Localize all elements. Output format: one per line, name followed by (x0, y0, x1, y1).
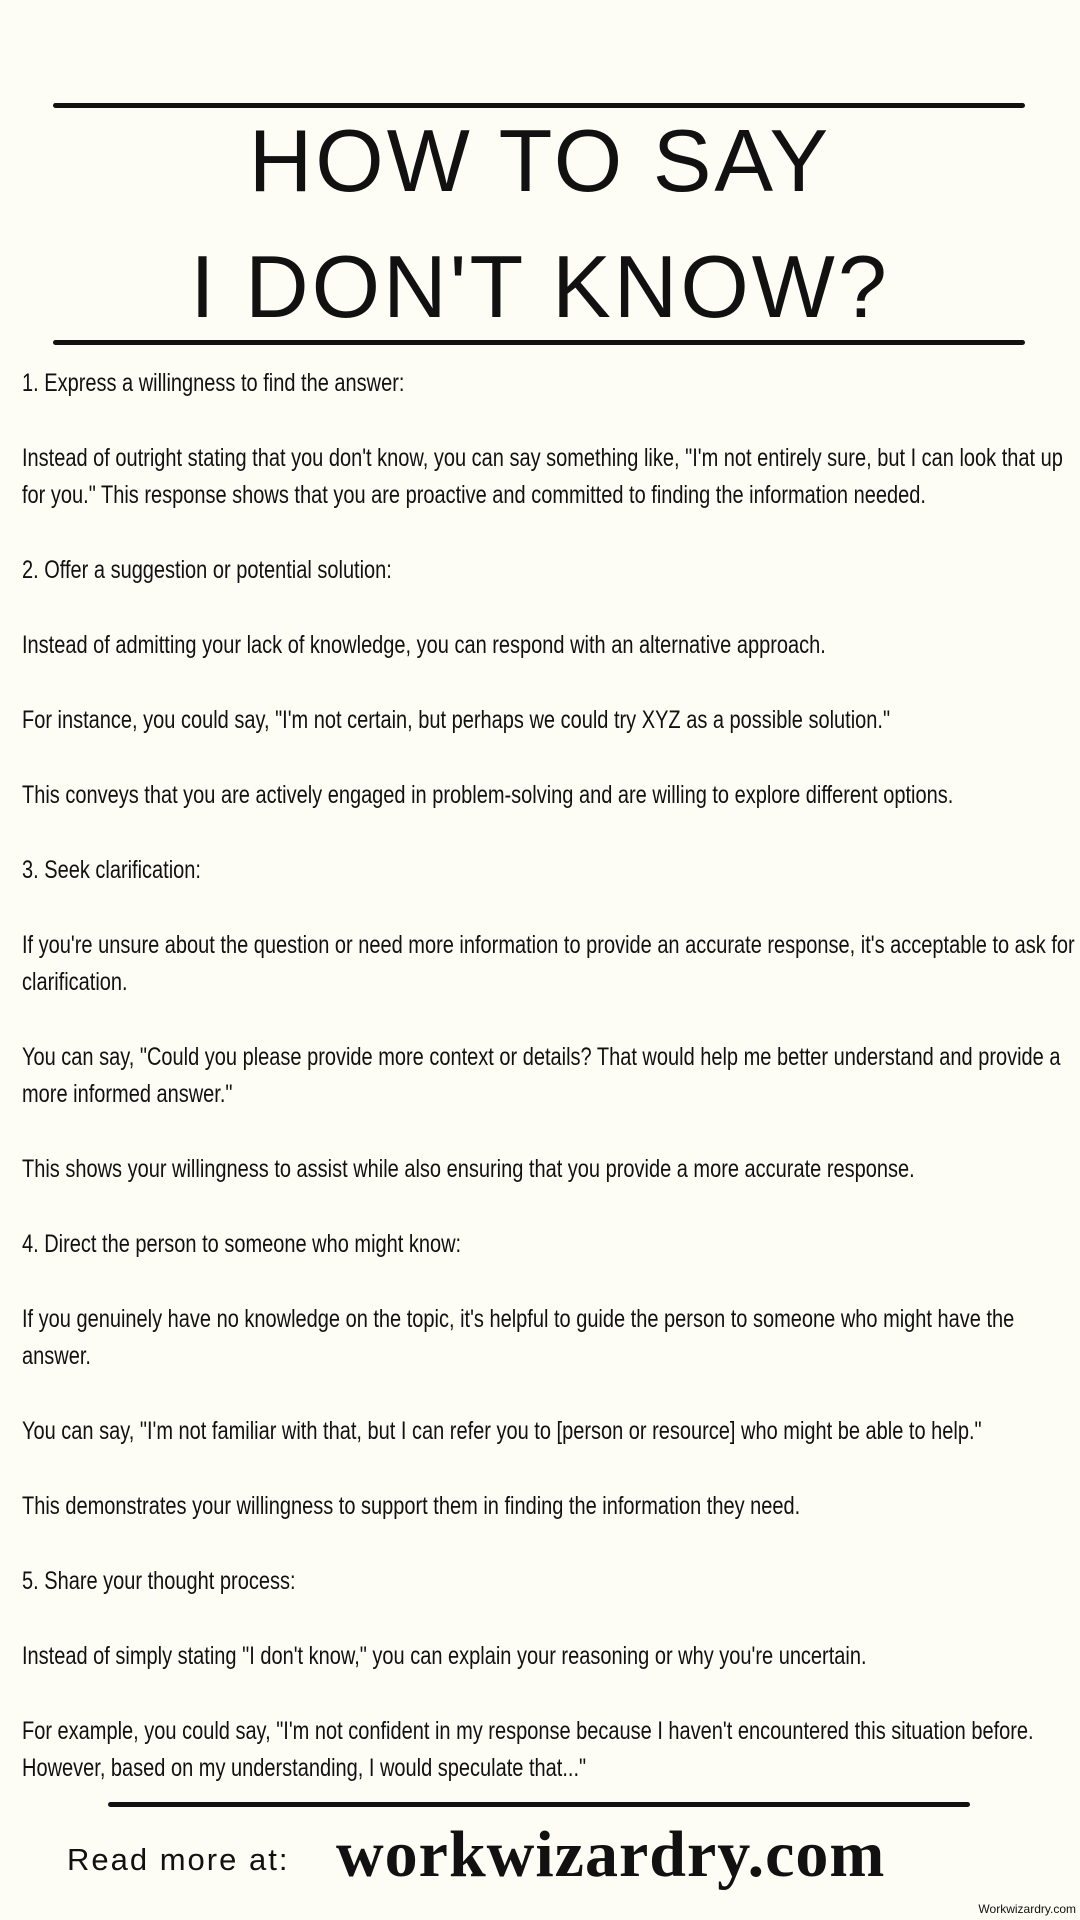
article-body (22, 365, 1080, 1825)
paragraph: This shows your willingness to assist while also ensuring that you provide a more accurate response. (22, 1155, 915, 1183)
paragraph: If you genuinely have no knowledge on the topic, it's helpful to guide the person to someone who might have the answer. (22, 1305, 1015, 1370)
footer-divider (108, 1802, 970, 1807)
heading-3: 3. Seek clarification: (22, 856, 201, 884)
top-divider (53, 103, 1025, 108)
paragraph: For example, you could say, "I'm not confident in my response because I haven't encountered this situation before. However, based on my understanding, I would speculate that..." (22, 1717, 1034, 1782)
paragraph: Instead of simply stating "I don't know," you can explain your reasoning or why you're uncertain. (22, 1642, 867, 1670)
title-line-2: I DON'T KNOW? (190, 237, 890, 336)
paragraph: Instead of outright stating that you don't know, you can say something like, "I'm not entirely sure, but I can look that up for you." This response shows that you are proactive and committed to finding the information needed. (22, 444, 1063, 509)
paragraph: Instead of admitting your lack of knowledge, you can respond with an alternative approach. (22, 631, 826, 659)
site-link[interactable]: workwizardry.com (336, 1818, 886, 1891)
paragraph: This demonstrates your willingness to support them in finding the information they need. (22, 1492, 801, 1520)
paragraph: For instance, you could say, "I'm not certain, but perhaps we could try XYZ as a possible solution." (22, 706, 891, 734)
watermark: Workwizardry.com (978, 1902, 1076, 1916)
title-line-1: HOW TO SAY (248, 111, 832, 210)
paragraph: You can say, "I'm not familiar with that, but I can refer you to [person or resource] who might be able to help." (22, 1417, 982, 1445)
heading-1: 1. Express a willingness to find the answer: (22, 369, 405, 397)
paragraph: If you're unsure about the question or need more information to provide an accurate response, it's acceptable to ask for clarification. (22, 931, 1075, 996)
paragraph: You can say, "Could you please provide more context or details? That would help me better understand and provide a more informed answer." (22, 1043, 1061, 1108)
title-bottom-divider (53, 340, 1025, 345)
read-more-label: Read more at: (67, 1842, 290, 1877)
heading-2: 2. Offer a suggestion or potential solution: (22, 556, 392, 584)
heading-5: 5. Share your thought process: (22, 1567, 296, 1595)
heading-4: 4. Direct the person to someone who might know: (22, 1230, 462, 1258)
paragraph: This conveys that you are actively engaged in problem-solving and are willing to explore different options. (22, 781, 954, 809)
